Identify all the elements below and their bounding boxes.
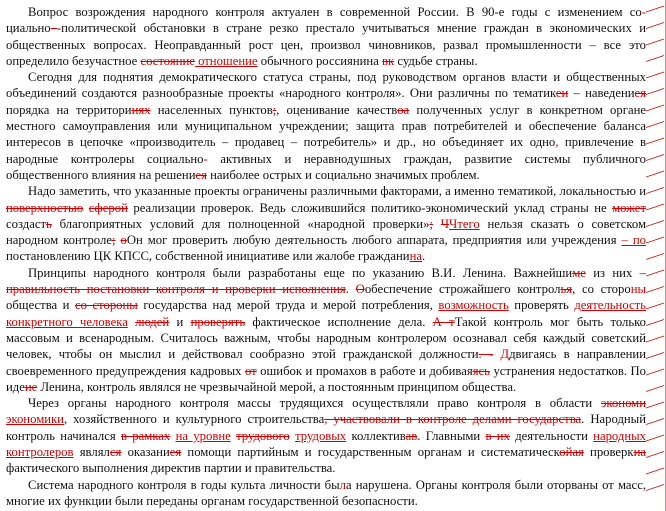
text-run: Сегодня для поднятия демократического статуса страны, под руководством органов власти и общественных объединений создаются разнообразные проекты «народного контроля». Они различны по тематик <box>6 70 646 101</box>
revision-connector-line <box>646 336 664 342</box>
revision-connector-line <box>646 188 664 194</box>
text-run: привлечение в народные контролеры социально <box>6 135 646 166</box>
revision-connector-line <box>646 369 664 375</box>
text-run: оказани <box>121 445 170 460</box>
deleted-text: проверять <box>190 314 246 329</box>
inserted-text: народных контролеров <box>6 428 647 460</box>
inserted-text: - <box>203 151 208 166</box>
revision-connector-line <box>646 39 664 45</box>
paragraph <box>6 4 646 69</box>
deleted-text: ея <box>195 167 207 182</box>
deleted-text: ь <box>46 216 52 231</box>
deleted-text: вк <box>382 53 395 68</box>
deleted-text: ея <box>634 86 647 101</box>
text-run: , со сторо <box>572 282 631 297</box>
text-run: активных и неравнодушных граждан, развитие системы публичного общественного влияния на решени <box>6 151 646 182</box>
inserted-text: отношение <box>194 53 258 68</box>
paragraph <box>6 477 646 510</box>
revision-connector-line <box>646 320 664 326</box>
text-run: помощи партийным и государственным органам и систематическ <box>181 445 560 460</box>
deleted-text: оа <box>397 102 410 117</box>
revision-connector-line <box>646 485 664 491</box>
revision-connector-line <box>646 89 664 95</box>
revision-connector-line <box>646 402 664 408</box>
text-run: , хозяйственного и культурного строительства <box>63 412 325 427</box>
text-run: Надо заметить, что указанные проекты ограничены различными факторами, а именно тематикой, локальностью и <box>28 184 646 199</box>
inserted-text: , <box>555 135 559 150</box>
revision-connector-line <box>646 72 664 78</box>
revision-connector-line <box>646 122 664 128</box>
deleted-text: может <box>612 200 646 215</box>
deleted-text: ся <box>109 445 122 460</box>
text-run: Он мог проверить любую деятельность любого аппарата, предприятия или учреждения <box>126 233 622 248</box>
text-run: а нарушена. Органы контроля были оторваны от масс, многие их функции были переданы органам государственной безопасности. <box>6 477 646 508</box>
deleted-text: – <box>50 21 57 36</box>
text-run: фактического выполнения директив партии и правительства. <box>6 461 336 476</box>
deleted-text: ея <box>169 445 182 460</box>
deleted-text: , участвовали в контроле делами государства <box>324 412 582 427</box>
deleted-text: ие <box>24 379 38 394</box>
text-run: обеспечение строжайшего контрол <box>364 282 561 297</box>
revision-connector-line <box>646 105 664 111</box>
paragraph <box>6 69 646 183</box>
deleted-text: ья <box>560 282 573 297</box>
revision-connector-line <box>646 386 664 392</box>
text-run: -политической обстановки в стране резко престало учитываться мнение граждан в экономических и общественных вопросах. Неоправданный рост цен, произвол чиновников, развал промышленности – все это определило безучастное <box>6 21 646 68</box>
inserted-text: Чтего <box>449 216 480 231</box>
deleted-text: со стороны <box>74 298 138 313</box>
revision-connector-line <box>646 138 664 144</box>
text-run: населенных пунктов <box>150 102 273 117</box>
revision-connector-line <box>646 204 664 210</box>
deleted-text: экономи <box>600 396 646 411</box>
text-run: Вопрос возрождения народного контроля актуален в современной России. В 90-е годы с изменением со <box>28 5 642 19</box>
text-run: наиболее острых и социально значимых проблем. <box>206 167 480 182</box>
inserted-text: возможность <box>438 298 509 313</box>
revision-connector-line <box>646 155 664 161</box>
text-run: . Народный контроль начинался <box>6 412 646 443</box>
text-run: . <box>422 249 426 264</box>
deleted-text: от <box>244 363 257 378</box>
text-run: циально <box>6 21 51 36</box>
text-run: порядка на территори <box>6 102 132 117</box>
revision-marker-lines <box>646 0 665 511</box>
deleted-text: иа <box>633 445 646 460</box>
deleted-text: еи <box>555 86 569 101</box>
deleted-text: в их <box>485 428 510 443</box>
text-run: обычного россиянина <box>257 53 383 68</box>
text-run: постановлению ЦК КПСС, собственной инициативе или жалобе граждани <box>6 249 410 264</box>
inserted-text: - <box>641 5 646 19</box>
paragraph <box>6 395 646 476</box>
revision-connector-line <box>646 435 664 441</box>
text-run: являл <box>73 445 110 460</box>
deleted-text: сферой <box>88 200 128 215</box>
text-run: государства над мерой труда и мерой потребления, <box>137 298 439 313</box>
text-run: создаст <box>6 216 47 231</box>
revision-connector-line <box>646 303 664 309</box>
deleted-text: состояние <box>140 53 195 68</box>
paragraph <box>6 183 646 264</box>
deleted-text: ав <box>405 428 418 443</box>
inserted-text: ны <box>630 282 647 297</box>
inserted-text: – по <box>621 233 647 248</box>
text-run: , оценивание качеств <box>276 102 398 117</box>
deleted-text: ; <box>429 216 433 231</box>
document-body <box>6 4 646 509</box>
revision-connector-line <box>646 270 664 276</box>
text-run: Через органы народного контроля массы трудящихся осуществляли право контроля в области <box>28 396 601 411</box>
revision-connector-line <box>646 6 664 12</box>
text-run: – наведени <box>568 86 635 101</box>
deleted-text: людей <box>135 314 170 329</box>
text-run: судьбе страны. <box>394 53 478 68</box>
revision-connector-line <box>646 221 664 227</box>
comment-margin <box>646 0 665 511</box>
deleted-text: . - <box>478 347 494 362</box>
text-run: благоприятных условий для полноценной «народной проверки» <box>51 216 430 231</box>
revision-connector-line <box>646 23 664 29</box>
text-run: Принципы народного контроля были разработаны еще по указанию В.И. Ленина. Важнейши <box>28 265 573 280</box>
inserted-text: трудовых <box>295 428 347 443</box>
deleted-text: О <box>355 282 365 297</box>
deleted-text: А т <box>432 314 455 329</box>
text-run: и <box>169 314 191 329</box>
text-run: . <box>345 282 356 297</box>
inserted-text: на уровне <box>175 428 231 443</box>
deleted-text: ; <box>272 102 277 117</box>
revision-connector-line <box>646 287 664 293</box>
deleted-text: ойая <box>559 445 584 460</box>
text-run: деятельности <box>509 428 594 443</box>
text-run: проверк <box>583 445 634 460</box>
revision-connector-line <box>646 353 664 359</box>
paragraph <box>6 265 646 395</box>
deleted-text: о <box>120 233 127 248</box>
deleted-text: трудового <box>236 428 290 443</box>
text-run: двигаясь в направлении своевременного предупреждения кадровых <box>6 347 647 378</box>
deleted-text: ясь <box>472 363 490 378</box>
revision-connector-line <box>646 237 664 243</box>
inserted-text: деятельность конкретного человека <box>6 298 646 329</box>
text-run: Такой контроль мог быть только массовым и всенародным. Считалось важным, чтобы народным контролером осознавал себя каждый советский человек, чтобы он мыслил и действовал сообразно этой гражданской должности <box>6 314 646 362</box>
revision-connector-line <box>646 254 664 260</box>
inserted-text: на <box>409 249 422 264</box>
text-run: общества и <box>6 298 75 313</box>
text-run: реализации проверок. Ведь сложившийся политико-экономический уклад страны не <box>127 200 613 215</box>
text-run: из них – <box>585 265 646 280</box>
deleted-text: ; <box>111 233 116 248</box>
revision-connector-line <box>646 171 664 177</box>
revision-connector-line <box>646 452 664 458</box>
text-run: фактическое исполнение дела. <box>245 314 433 329</box>
deleted-text: иях <box>131 102 151 117</box>
text-run: устранения недостатков. По иде <box>6 363 646 394</box>
inserted-text: Д <box>500 347 510 362</box>
revision-connector-line <box>646 468 664 474</box>
revision-connector-line <box>646 56 664 62</box>
text-run: полученных услуг в конкретном органе местного самоуправления или муниципальном учреждении; защита прав потребителей и обеспечение баланса интересов в цепочке «производитель – продавец – потребитель» и др., но объединяет их одно <box>6 102 646 150</box>
deleted-text: поверхностью <box>6 200 84 215</box>
inserted-text: л <box>339 477 346 492</box>
revision-connector-line <box>646 419 664 425</box>
deleted-text: Ч <box>440 216 450 231</box>
text-run: Ленина, контроль являлся не чрезвычайной мерой, а постоянным принципом общества. <box>37 379 517 394</box>
deleted-text: правильность постановки контроля и проверки исполнения <box>6 282 346 297</box>
deleted-text: ме <box>572 265 586 280</box>
text-run <box>433 217 441 231</box>
deleted-text: в рамках <box>121 428 171 443</box>
inserted-text: экономики <box>6 412 64 427</box>
text-run: . Главными <box>417 428 486 443</box>
text-run: коллектив <box>346 428 406 443</box>
text-run: ошибок и промахов в работе и добивая <box>256 363 473 378</box>
text-run: Система народного контроля в годы культа личности бы <box>28 477 340 492</box>
text-run: нельзя сказать о советском народном контроле <box>6 216 646 248</box>
text-run: проверять <box>508 298 575 313</box>
